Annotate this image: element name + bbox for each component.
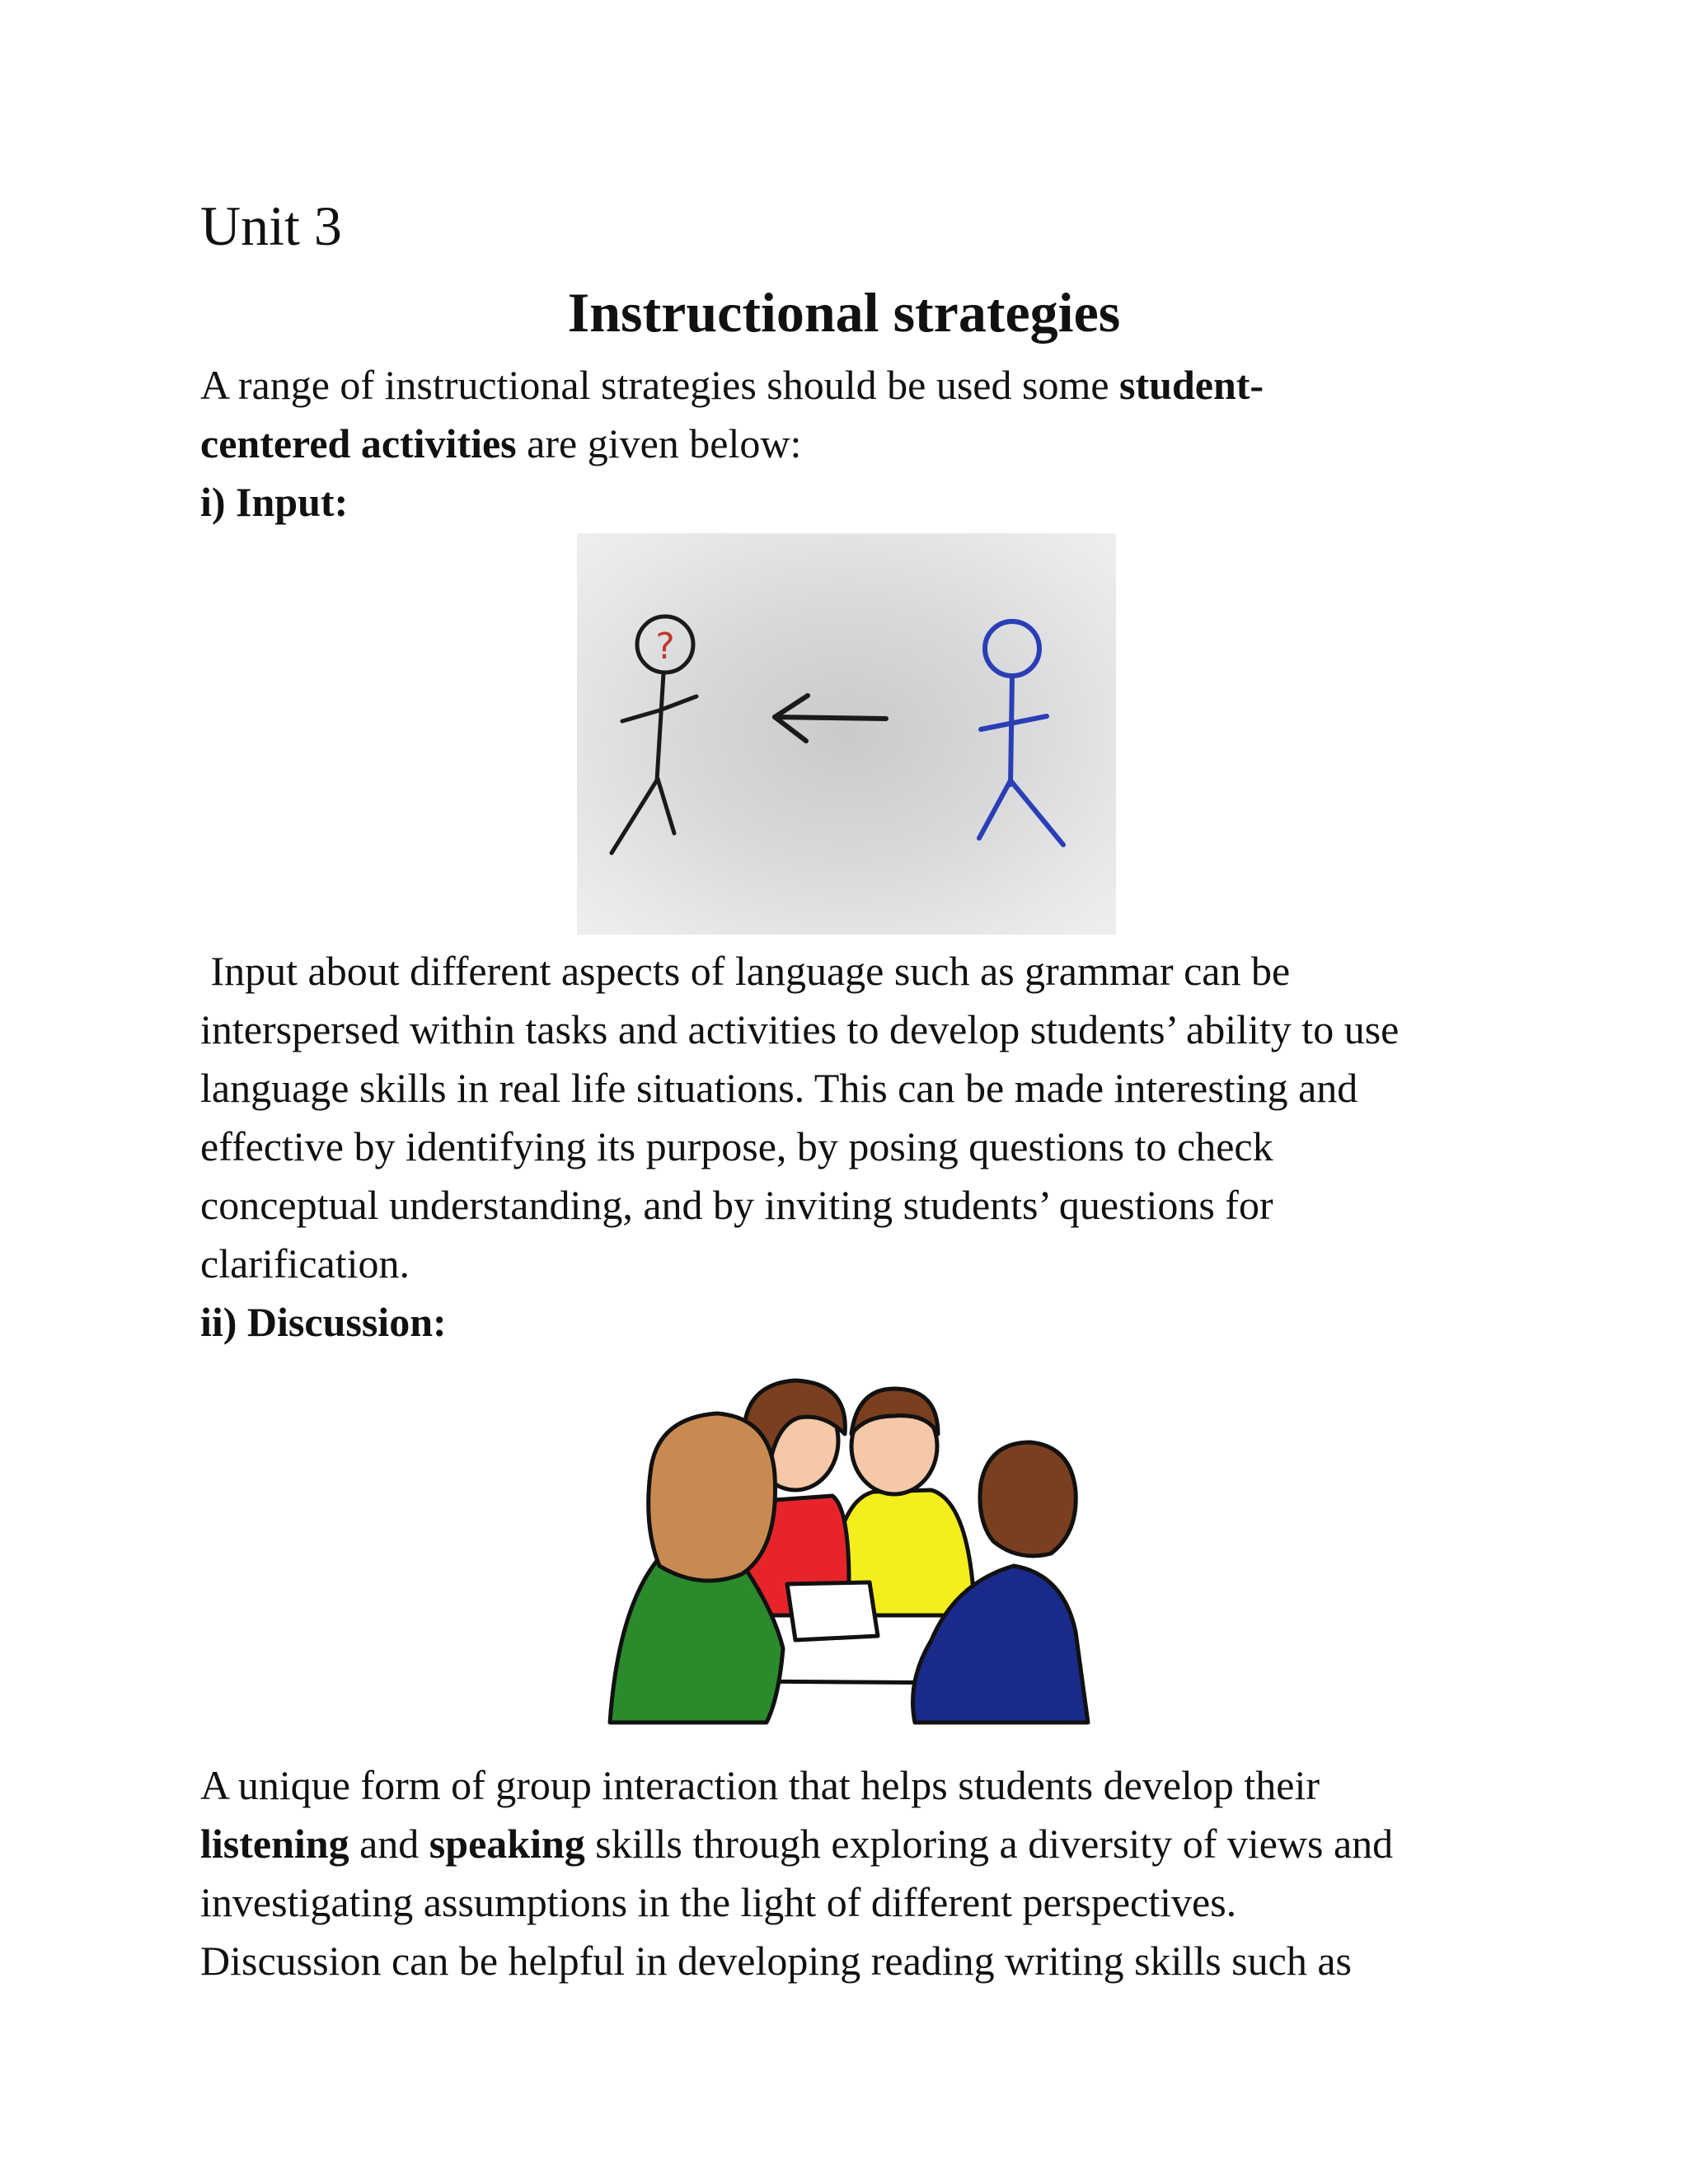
discussion-line-1: A unique form of group interaction that helps students develop their — [200, 1762, 1320, 1808]
input-line-4: effective by identifying its purpose, by posing questions to check — [200, 1123, 1273, 1169]
page-title: Instructional strategies — [567, 281, 1121, 344]
intro-text-2: are given below: — [516, 420, 802, 466]
input-line-5: conceptual understanding, and by inviting students’ questions for — [200, 1182, 1273, 1228]
intro-bold-2: centered activities — [200, 420, 517, 466]
intro-bold-1: student- — [1119, 362, 1264, 408]
section1-heading — [200, 473, 1519, 532]
intro-line-2 — [200, 415, 1519, 473]
section2-heading-text: ii) Discussion: — [200, 1299, 447, 1345]
listening-bold: listening — [200, 1821, 349, 1867]
arrow-left-icon — [775, 696, 886, 741]
intro-paragraph — [200, 356, 1519, 532]
input-illustration — [577, 533, 1116, 935]
input-line-6: clarification. — [200, 1240, 410, 1286]
discussion-illustration — [602, 1368, 1092, 1731]
section2-heading — [200, 1293, 1519, 1352]
stick-figure-icon — [577, 533, 1116, 935]
discussion-paragraph — [200, 1756, 1519, 1990]
discussion-line-2-end: skills through exploring a diversity of views and — [584, 1821, 1394, 1867]
discussion-line-3: investigating assumptions in the light of different perspectives. — [200, 1879, 1237, 1925]
intro-line-1 — [200, 356, 1519, 415]
input-paragraph — [200, 942, 1519, 1352]
question-mark-icon: ? — [655, 626, 675, 668]
section1-heading-text: i) Input: — [200, 479, 349, 525]
input-line-1: Input about different aspects of language such as grammar can be — [200, 948, 1291, 994]
discussion-line-2 — [200, 1815, 1519, 1873]
speaking-bold: speaking — [429, 1821, 585, 1867]
group-discussion-illustration-icon — [602, 1368, 1092, 1731]
discussion-line-2-mid: and — [349, 1821, 429, 1867]
discussion-line-4: Discussion can be helpful in developing reading writing skills such as — [200, 1938, 1352, 1984]
intro-text-1: A range of instructional strategies should be used some — [200, 362, 1120, 408]
unit-label: Unit 3 — [200, 194, 342, 257]
input-line-3: language skills in real life situations. This can be made interesting and — [200, 1065, 1358, 1111]
input-line-2: interspersed within tasks and activities to develop students’ ability to use — [200, 1006, 1400, 1052]
